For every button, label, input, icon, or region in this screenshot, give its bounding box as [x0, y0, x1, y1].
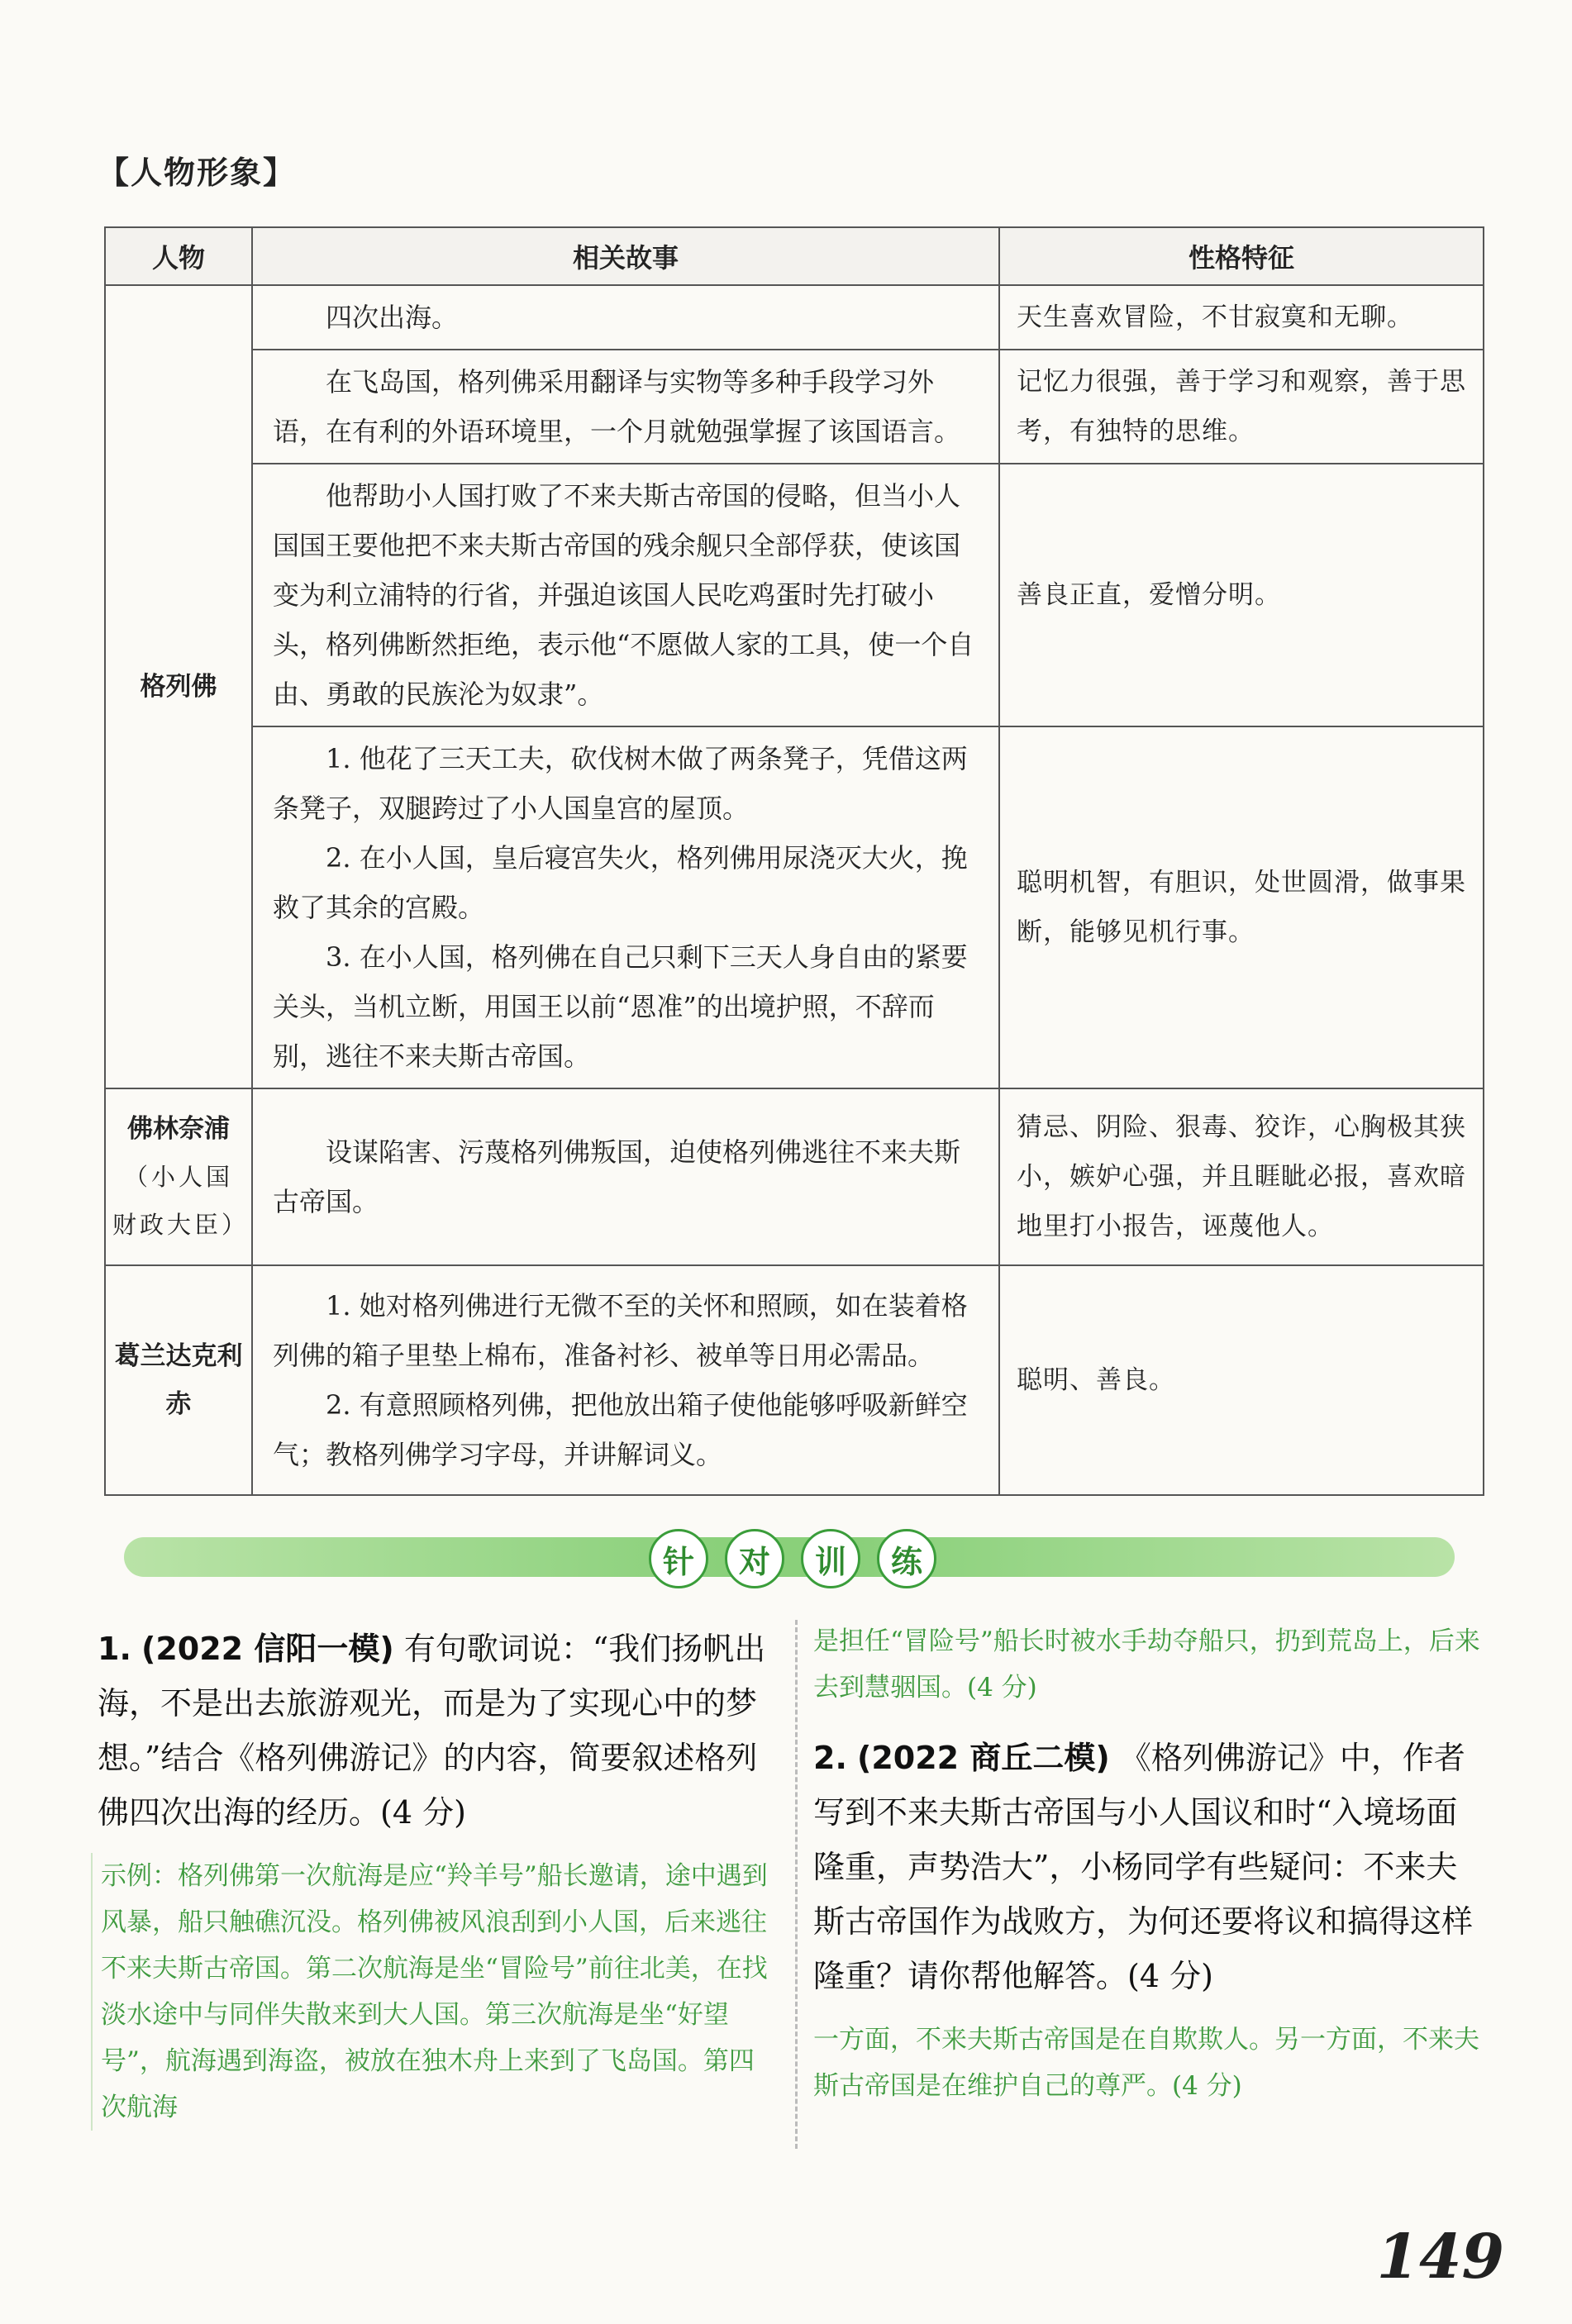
story-text: 2. 有意照顾格列佛，把他放出箱子使他能够呼吸新鲜空气；教格列佛学习字母，并讲解词义。: [273, 1389, 968, 1470]
header-person: 人物: [105, 227, 252, 285]
table-row: [105, 1088, 1484, 1265]
answer-1-continued: 是担任“冒险号”船长时被水手劫夺船只，扔到荒岛上，后来去到慧骃国。(4 分): [813, 1626, 1480, 1703]
character-table: [104, 226, 1484, 1496]
story-cell: [252, 350, 999, 464]
answer-2: 一方面，不来夫斯古帝国是在自欺欺人。另一方面，不来夫斯古帝国是在维护自己的尊严。(4 分): [813, 2025, 1479, 2101]
banner-char: 训: [801, 1529, 860, 1588]
person-subtitle: （小人国财政大臣）: [112, 1163, 250, 1239]
story-cell: [252, 285, 999, 350]
story-text: 2. 在小人国，皇后寝宫失火，格列佛用尿浇灭大火，挽救了其余的宫殿。: [273, 842, 968, 923]
banner-char: 对: [725, 1529, 784, 1588]
question-number: 1.: [98, 1631, 131, 1667]
question-text: 有句歌词说：“我们扬帆出海，不是出去旅游观光，而是为了实现心中的梦想。”结合《格列佛游记》的内容，简要叙述格列佛四次出海的经历。(4 分): [98, 1631, 766, 1831]
page-number: 149: [1376, 2222, 1504, 2293]
answer-1: 示例：格列佛第一次航海是应“羚羊号”船长邀请，途中遇到风暴，船只触礁沉没。格列佛被风浪刮到小人国，后来逃往不来夫斯古帝国。第二次航海是坐“冒险号”前往北美，在找淡水途中与同伴失散来到大人国。第三次航海是坐“好望号”，航海遇到海盗，被放在独木舟上来到了飞岛国。第四次航海: [91, 1853, 775, 2131]
table-row: [105, 464, 1484, 726]
question-2: [813, 1731, 1483, 2003]
story-cell: [252, 1088, 999, 1265]
person-name: 佛林奈浦: [127, 1114, 230, 1144]
trait-cell: 善良正直，爱憎分明。: [999, 464, 1484, 726]
person-flimnap: [105, 1088, 252, 1265]
story-text: 1. 她对格列佛进行无微不至的关怀和照顾，如在装着格列佛的箱子里垫上棉布，准备衬衫、被单等日用必需品。: [273, 1290, 968, 1371]
question-1: [98, 1622, 775, 1840]
question-number: 2.: [813, 1740, 847, 1776]
trait-cell: 聪明、善良。: [999, 1265, 1484, 1495]
header-story: 相关故事: [252, 227, 999, 285]
table-row: [105, 1265, 1484, 1495]
story-cell: [252, 1265, 999, 1495]
question-source: (2022 信阳一模): [141, 1631, 394, 1667]
trait-cell: 记忆力很强，善于学习和观察，善于思考，有独特的思维。: [999, 350, 1484, 464]
training-banner-title: [649, 1529, 936, 1588]
question-text: 《格列佛游记》中，作者写到不来夫斯古帝国与小人国议和时“入境场面隆重，声势浩大”，小杨同学有些疑问：不来夫斯古帝国作为战败方，为何还要将议和搞得这样隆重？请你帮他解答。(4 分): [813, 1740, 1474, 1994]
story-cell: [252, 726, 999, 1088]
column-divider: [795, 1620, 798, 2149]
left-column: [98, 1622, 775, 2131]
person-glumdalclitch: 葛兰达克利赤: [105, 1265, 252, 1495]
banner-char: 针: [649, 1529, 708, 1588]
table-row: [105, 350, 1484, 464]
trait-cell: 天生喜欢冒险，不甘寂寞和无聊。: [999, 285, 1484, 350]
story-text: 设谋陷害、污蔑格列佛叛国，迫使格列佛逃往不来夫斯古帝国。: [273, 1136, 961, 1217]
table-header-row: [105, 227, 1484, 285]
banner-char: 练: [877, 1529, 936, 1588]
story-text: 在飞岛国，格列佛采用翻译与实物等多种手段学习外语，在有利的外语环境里，一个月就勉强掌握了该国语言。: [273, 366, 961, 447]
story-text: 3. 在小人国，格列佛在自己只剩下三天人身自由的紧要关头，当机立断，用国王以前“恩准”的出境护照，不辞而别，逃往不来夫斯古帝国。: [273, 941, 968, 1072]
section-title: 【人物形象】: [98, 155, 297, 191]
right-column: [813, 1618, 1483, 2109]
header-trait: 性格特征: [999, 227, 1484, 285]
table-row: [105, 285, 1484, 350]
story-text: 四次出海。: [326, 302, 459, 333]
table-row: [105, 726, 1484, 1088]
question-source: (2022 商丘二模): [856, 1740, 1110, 1776]
person-gulliver: 格列佛: [105, 285, 252, 1088]
trait-cell: 聪明机智，有胆识，处世圆滑，做事果断，能够见机行事。: [999, 726, 1484, 1088]
story-cell: [252, 464, 999, 726]
story-text: 他帮助小人国打败了不来夫斯古帝国的侵略，但当小人国国王要他把不来夫斯古帝国的残余舰只全部俘获，使该国变为利立浦特的行省，并强迫该国人民吃鸡蛋时先打破小头，格列佛断然拒绝，表示他“不愿做人家的工具，使一个自由、勇敢的民族沦为奴隶”。: [273, 480, 974, 710]
story-text: 1. 他花了三天工夫，砍伐树木做了两条凳子，凭借这两条凳子，双腿跨过了小人国皇宫的屋顶。: [273, 743, 968, 824]
trait-cell: 猜忌、阴险、狠毒、狡诈，心胸极其狭小，嫉妒心强，并且睚眦必报，喜欢暗地里打小报告，诬蔑他人。: [999, 1088, 1484, 1265]
